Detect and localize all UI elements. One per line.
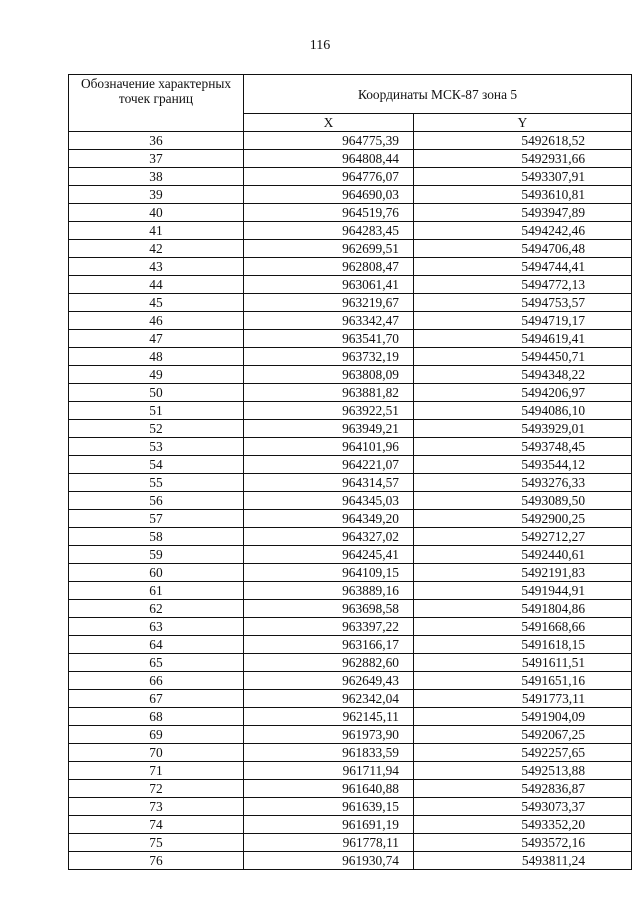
point-number-cell: 52 [69,420,244,438]
x-coordinate-cell: 961711,94 [244,762,414,780]
coordinates-table [68,74,632,870]
y-coordinate-cell: 5493572,16 [414,834,632,852]
table-row [69,312,632,330]
table-row [69,186,632,204]
x-coordinate-cell: 962649,43 [244,672,414,690]
x-coordinate-cell: 964690,03 [244,186,414,204]
y-coordinate-cell: 5494744,41 [414,258,632,276]
y-coordinate-cell: 5491944,91 [414,582,632,600]
x-header: X [244,114,414,132]
table-row [69,492,632,510]
table-row [69,852,632,870]
y-coordinate-cell: 5492067,25 [414,726,632,744]
point-number-cell: 41 [69,222,244,240]
table-row [69,618,632,636]
y-coordinate-cell: 5494086,10 [414,402,632,420]
y-coordinate-cell: 5491804,86 [414,600,632,618]
point-number-cell: 64 [69,636,244,654]
x-coordinate-cell: 964345,03 [244,492,414,510]
x-coordinate-cell: 964101,96 [244,438,414,456]
table-row [69,546,632,564]
point-number-cell: 70 [69,744,244,762]
x-coordinate-cell: 962699,51 [244,240,414,258]
point-number-cell: 53 [69,438,244,456]
point-number-cell: 49 [69,366,244,384]
table-row [69,402,632,420]
x-coordinate-cell: 964109,15 [244,564,414,582]
table-row [69,420,632,438]
point-number-cell: 67 [69,690,244,708]
point-number-cell: 59 [69,546,244,564]
point-number-cell: 73 [69,798,244,816]
point-number-cell: 66 [69,672,244,690]
x-coordinate-cell: 962145,11 [244,708,414,726]
table-row [69,780,632,798]
point-number-cell: 37 [69,150,244,168]
x-coordinate-cell: 963949,21 [244,420,414,438]
y-coordinate-cell: 5492900,25 [414,510,632,528]
y-coordinate-cell: 5493276,33 [414,474,632,492]
table-row [69,528,632,546]
y-coordinate-cell: 5491611,51 [414,654,632,672]
point-number-cell: 65 [69,654,244,672]
y-coordinate-cell: 5493307,91 [414,168,632,186]
y-coordinate-cell: 5494719,17 [414,312,632,330]
table-body [69,132,632,870]
x-coordinate-cell: 963166,17 [244,636,414,654]
table-row [69,744,632,762]
table-row [69,726,632,744]
table-row [69,636,632,654]
x-coordinate-cell: 963219,67 [244,294,414,312]
table-row [69,132,632,150]
y-coordinate-cell: 5492618,52 [414,132,632,150]
point-number-cell: 54 [69,456,244,474]
y-coordinate-cell: 5492513,88 [414,762,632,780]
point-number-cell: 47 [69,330,244,348]
x-coordinate-cell: 964314,57 [244,474,414,492]
table-row [69,204,632,222]
y-coordinate-cell: 5493929,01 [414,420,632,438]
x-coordinate-cell: 961639,15 [244,798,414,816]
x-coordinate-cell: 963061,41 [244,276,414,294]
table-row [69,564,632,582]
x-coordinate-cell: 964283,45 [244,222,414,240]
x-coordinate-cell: 961778,11 [244,834,414,852]
point-number-cell: 51 [69,402,244,420]
x-coordinate-cell: 963889,16 [244,582,414,600]
point-number-cell: 69 [69,726,244,744]
point-number-cell: 68 [69,708,244,726]
x-coordinate-cell: 961930,74 [244,852,414,870]
x-coordinate-cell: 964349,20 [244,510,414,528]
y-coordinate-cell: 5491618,15 [414,636,632,654]
y-coordinate-cell: 5491651,16 [414,672,632,690]
point-number-cell: 48 [69,348,244,366]
x-coordinate-cell: 964808,44 [244,150,414,168]
point-number-cell: 36 [69,132,244,150]
table-row [69,474,632,492]
x-coordinate-cell: 961973,90 [244,726,414,744]
y-coordinate-cell: 5493748,45 [414,438,632,456]
y-coordinate-cell: 5494619,41 [414,330,632,348]
point-number-cell: 61 [69,582,244,600]
y-coordinate-cell: 5492440,61 [414,546,632,564]
table-row [69,456,632,474]
y-coordinate-cell: 5492712,27 [414,528,632,546]
point-number-cell: 74 [69,816,244,834]
table-row [69,654,632,672]
table-row [69,600,632,618]
y-coordinate-cell: 5493610,81 [414,186,632,204]
table-row [69,366,632,384]
y-coordinate-cell: 5493947,89 [414,204,632,222]
point-number-cell: 44 [69,276,244,294]
y-coordinate-cell: 5492191,83 [414,564,632,582]
point-number-cell: 58 [69,528,244,546]
table-row [69,330,632,348]
point-number-cell: 42 [69,240,244,258]
table-row [69,240,632,258]
table-row [69,150,632,168]
point-number-cell: 45 [69,294,244,312]
x-coordinate-cell: 963881,82 [244,384,414,402]
table-row [69,168,632,186]
x-coordinate-cell: 964775,39 [244,132,414,150]
y-coordinate-cell: 5492257,65 [414,744,632,762]
x-coordinate-cell: 964221,07 [244,456,414,474]
y-coordinate-cell: 5491904,09 [414,708,632,726]
y-coordinate-cell: 5494450,71 [414,348,632,366]
y-coordinate-cell: 5494242,46 [414,222,632,240]
y-coordinate-cell: 5492836,87 [414,780,632,798]
table-row [69,222,632,240]
point-label-header: Обозначение характерных точек границ [69,75,244,132]
table-row [69,816,632,834]
x-coordinate-cell: 963732,19 [244,348,414,366]
y-coordinate-cell: 5493811,24 [414,852,632,870]
table-header-row [69,75,632,114]
point-number-cell: 40 [69,204,244,222]
point-number-cell: 76 [69,852,244,870]
x-coordinate-cell: 963922,51 [244,402,414,420]
y-coordinate-cell: 5493544,12 [414,456,632,474]
y-coordinate-cell: 5493073,37 [414,798,632,816]
point-number-cell: 43 [69,258,244,276]
table-row [69,294,632,312]
point-number-cell: 46 [69,312,244,330]
y-coordinate-cell: 5492931,66 [414,150,632,168]
y-header: Y [414,114,632,132]
x-coordinate-cell: 964776,07 [244,168,414,186]
table-row [69,510,632,528]
x-coordinate-cell: 963541,70 [244,330,414,348]
x-coordinate-cell: 964327,02 [244,528,414,546]
x-coordinate-cell: 964245,41 [244,546,414,564]
table-row [69,384,632,402]
table-row [69,438,632,456]
table-row [69,762,632,780]
x-coordinate-cell: 964519,76 [244,204,414,222]
page-number: 116 [309,38,331,53]
table-row [69,258,632,276]
point-number-cell: 55 [69,474,244,492]
coords-header: Координаты МСК-87 зона 5 [244,75,632,114]
y-coordinate-cell: 5494348,22 [414,366,632,384]
table-row [69,276,632,294]
table-row [69,708,632,726]
point-number-cell: 63 [69,618,244,636]
x-coordinate-cell: 963397,22 [244,618,414,636]
y-coordinate-cell: 5494706,48 [414,240,632,258]
x-coordinate-cell: 961691,19 [244,816,414,834]
table-row [69,690,632,708]
point-number-cell: 60 [69,564,244,582]
table-row [69,348,632,366]
table-row [69,582,632,600]
table-row [69,834,632,852]
point-number-cell: 72 [69,780,244,798]
table-row [69,798,632,816]
x-coordinate-cell: 963808,09 [244,366,414,384]
table-row [69,672,632,690]
x-coordinate-cell: 962808,47 [244,258,414,276]
point-number-cell: 38 [69,168,244,186]
x-coordinate-cell: 962342,04 [244,690,414,708]
y-coordinate-cell: 5494772,13 [414,276,632,294]
point-number-cell: 62 [69,600,244,618]
y-coordinate-cell: 5491773,11 [414,690,632,708]
x-coordinate-cell: 963342,47 [244,312,414,330]
x-coordinate-cell: 961833,59 [244,744,414,762]
x-coordinate-cell: 961640,88 [244,780,414,798]
x-coordinate-cell: 962882,60 [244,654,414,672]
y-coordinate-cell: 5494753,57 [414,294,632,312]
point-number-cell: 50 [69,384,244,402]
y-coordinate-cell: 5493089,50 [414,492,632,510]
y-coordinate-cell: 5494206,97 [414,384,632,402]
point-number-cell: 56 [69,492,244,510]
point-number-cell: 75 [69,834,244,852]
point-number-cell: 71 [69,762,244,780]
y-coordinate-cell: 5491668,66 [414,618,632,636]
point-number-cell: 39 [69,186,244,204]
point-number-cell: 57 [69,510,244,528]
x-coordinate-cell: 963698,58 [244,600,414,618]
y-coordinate-cell: 5493352,20 [414,816,632,834]
